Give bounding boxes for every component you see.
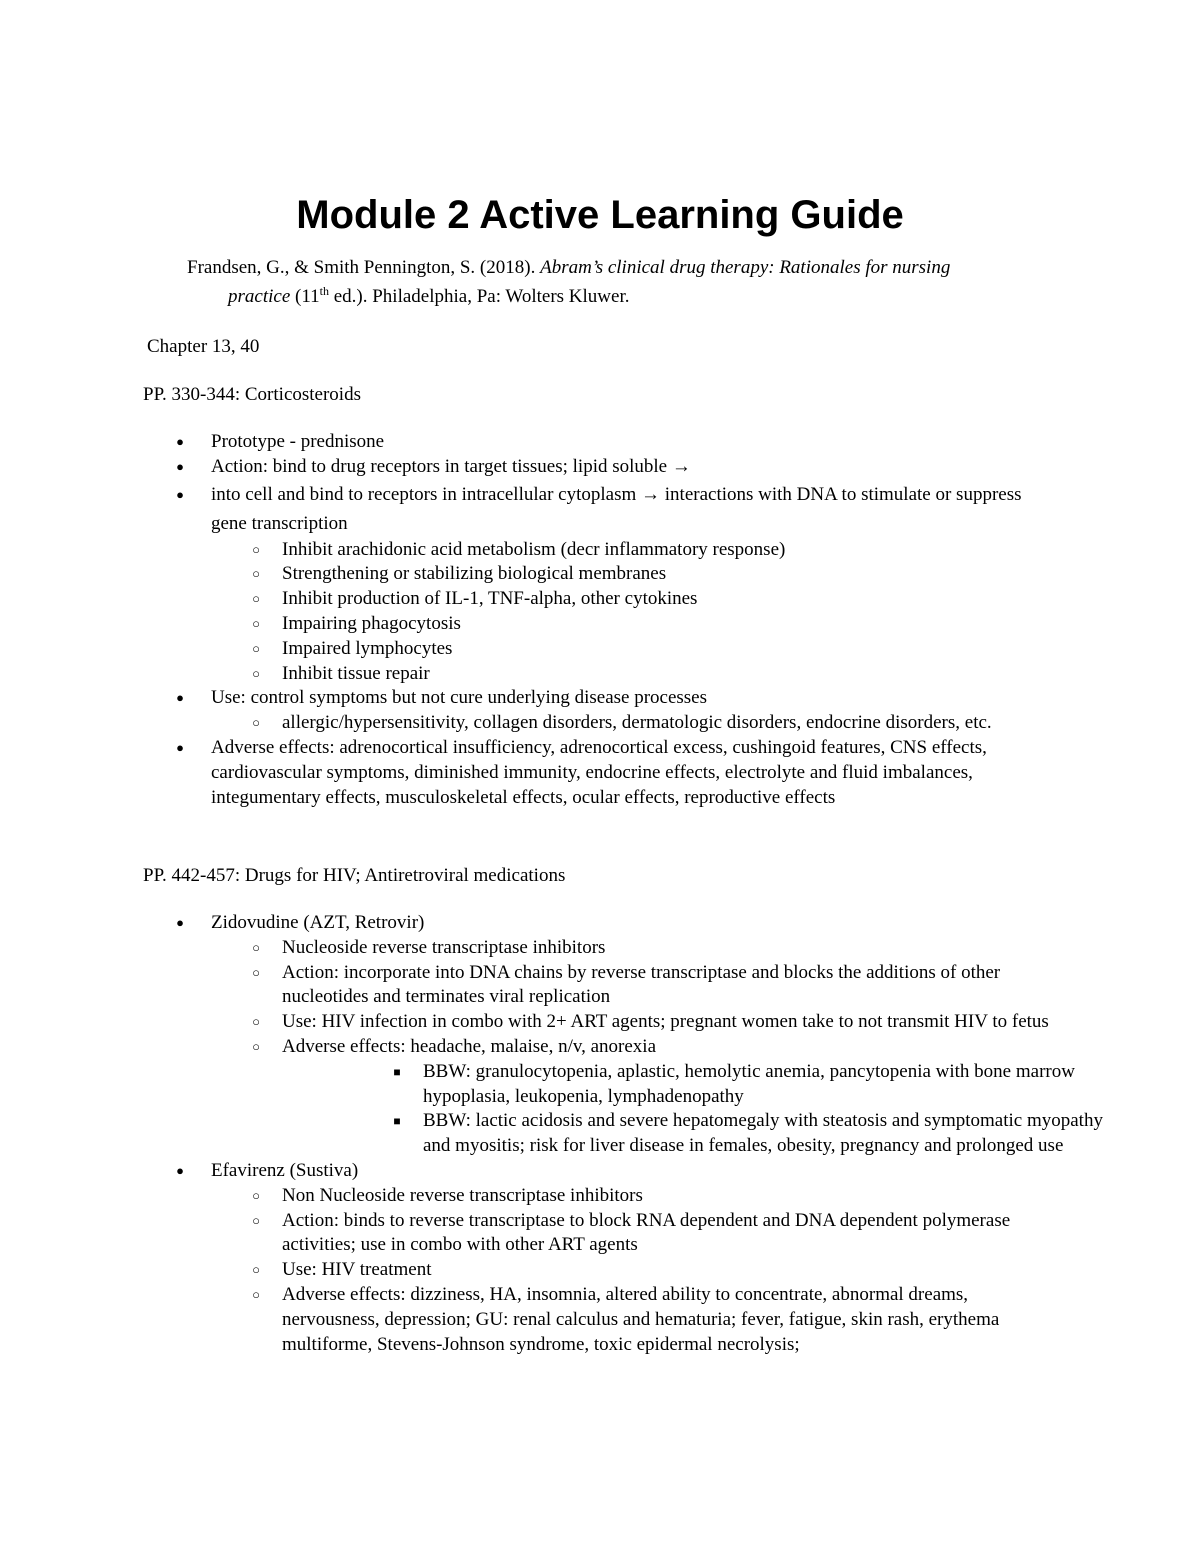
list-item xyxy=(0,1283,1062,1357)
citation-edition-sup: th xyxy=(319,284,329,298)
list-item xyxy=(0,736,1061,810)
list-item xyxy=(0,1035,1103,1159)
sub-list xyxy=(211,1184,1061,1358)
list-item-text: allergic/hypersensitivity, collagen disorders, dermatologic disorders, endocrine disorders, etc. xyxy=(282,712,992,734)
citation-authors: Frandsen, G., & Smith Pennington, S. (2018). xyxy=(187,257,541,278)
list-item xyxy=(0,538,1062,563)
bullet-square-icon: ■ xyxy=(393,1064,401,1079)
bullet-circle-icon: ○ xyxy=(252,615,260,631)
section-heading-corticosteroids: PP. 330-344: Corticosteroids xyxy=(143,384,361,405)
bullet-disc-icon: ● xyxy=(176,915,184,930)
bullet-circle-icon: ○ xyxy=(252,1262,260,1278)
bullet-square-icon: ■ xyxy=(393,1114,401,1129)
sub-sub-list xyxy=(282,1060,1103,1159)
bullet-circle-icon: ○ xyxy=(252,1014,260,1030)
chapter-reference: Chapter 13, 40 xyxy=(147,336,260,357)
bullet-circle-icon: ○ xyxy=(252,1212,260,1228)
list-item xyxy=(0,1184,1062,1209)
bullet-circle-icon: ○ xyxy=(252,566,260,582)
citation-book-title-cont: practice xyxy=(228,286,291,307)
bullet-circle-icon: ○ xyxy=(252,591,260,607)
citation-publisher: ed.). Philadelphia, Pa: Wolters Kluwer. xyxy=(328,286,630,307)
list-item-text: into cell and bind to receptors in intracellular cytoplasm → interactions with DNA to stimulate or suppress gene transcription xyxy=(211,483,1022,534)
list-item xyxy=(0,1010,1062,1035)
list-item xyxy=(0,1159,1061,1357)
bullet-circle-icon: ○ xyxy=(252,964,260,980)
list-item-text: Action: bind to drug receptors in target tissues; lipid soluble → xyxy=(211,455,691,477)
list-item-text: Efavirenz (Sustiva) xyxy=(211,1159,359,1181)
bullet-disc-icon: ● xyxy=(176,486,184,502)
list-item-text: BBW: lactic acidosis and severe hepatomegaly with steatosis and symptomatic myopathy and myositis; risk for liver disease in females, obesity, pregnancy and prolonged use xyxy=(423,1110,1103,1157)
list-item xyxy=(0,430,1061,455)
list-item-text: Inhibit tissue repair xyxy=(282,662,430,684)
list-item xyxy=(0,612,1062,637)
sub-list xyxy=(211,711,1061,736)
list-item xyxy=(0,455,1061,480)
list-item-text: Non Nucleoside reverse transcriptase inhibitors xyxy=(282,1184,643,1206)
bullet-disc-icon: ● xyxy=(176,434,184,449)
bullet-disc-icon: ● xyxy=(176,1162,184,1178)
citation-edition-pre: (11 xyxy=(290,286,320,307)
citation-line-1 xyxy=(187,253,1067,282)
list-item-text: BBW: granulocytopenia, aplastic, hemolytic anemia, pancytopenia with bone marrow hypoplasia, leukopenia, lymphadenopathy xyxy=(423,1060,1075,1107)
citation-book-title: Abram’s clinical drug therapy: Rationales for nursing xyxy=(540,257,951,278)
bullet-circle-icon: ○ xyxy=(252,1187,260,1203)
list-item-text: Adverse effects: adrenocortical insufficiency, adrenocortical excess, cushingoid features, CNS effects, cardiovascular symptoms, diminished immunity, endocrine effects, electrolyte and fluid imbalances, integumentary effects, musculoskeletal effects, ocular effects, reproductive effects xyxy=(211,736,987,808)
list-item-text: Use: control symptoms but not cure underlying disease processes xyxy=(211,687,708,709)
bullet-circle-icon: ○ xyxy=(252,939,260,955)
section-heading-hiv-drugs: PP. 442-457: Drugs for HIV; Antiretroviral medications xyxy=(143,865,566,886)
list-item xyxy=(71,1060,1133,1110)
bullet-circle-icon: ○ xyxy=(252,715,260,731)
list-item-text: Use: HIV infection in combo with 2+ ART agents; pregnant women take to not transmit HIV to fetus xyxy=(282,1011,1049,1033)
list-item-text: Inhibit production of IL-1, TNF-alpha, other cytokines xyxy=(282,588,698,610)
list-item xyxy=(0,936,1062,961)
bullet-circle-icon: ○ xyxy=(252,541,260,557)
list-item-text: Prototype - prednisone xyxy=(211,431,385,452)
list-item-text: Action: binds to reverse transcriptase to block RNA dependent and DNA dependent polymerase activities; use in combo with other ART agents xyxy=(282,1209,1011,1256)
list-item-text: Strengthening or stabilizing biological membranes xyxy=(282,563,667,585)
list-item-text: Adverse effects: headache, malaise, n/v, anorexia xyxy=(282,1035,657,1057)
citation-line-2 xyxy=(187,282,1067,311)
list-item-text: Nucleoside reverse transcriptase inhibitors xyxy=(282,936,606,958)
list-item-text: Inhibit arachidonic acid metabolism (decr inflammatory response) xyxy=(282,538,786,560)
bullet-disc-icon: ● xyxy=(176,458,184,474)
list-item xyxy=(71,1109,1133,1159)
bullet-disc-icon: ● xyxy=(176,739,184,755)
list-item xyxy=(0,587,1062,612)
list-item xyxy=(0,961,1062,1011)
section-list-corticosteroids xyxy=(0,430,1100,810)
list-item xyxy=(0,711,1062,736)
bullet-circle-icon: ○ xyxy=(252,1038,260,1054)
list-item-text: Impaired lymphocytes xyxy=(282,637,453,659)
list-item xyxy=(0,562,1062,587)
sub-list xyxy=(211,936,1103,1159)
section-list-hiv-drugs xyxy=(0,911,1103,1357)
list-item-text: Impairing phagocytosis xyxy=(282,612,461,634)
bullet-circle-icon: ○ xyxy=(252,1286,260,1302)
list-item xyxy=(0,480,1061,687)
list-item-text: Use: HIV treatment xyxy=(282,1259,432,1281)
list-item xyxy=(0,637,1062,662)
bullet-disc-icon: ● xyxy=(176,690,184,706)
bullet-circle-icon: ○ xyxy=(252,665,260,681)
list-item-text: Zidovudine (AZT, Retrovir) xyxy=(211,912,425,933)
list-item xyxy=(0,662,1062,687)
bullet-circle-icon: ○ xyxy=(252,640,260,656)
list-item-text: Adverse effects: dizziness, HA, insomnia, altered ability to concentrate, abnormal dreams, nervousness, depression; GU: renal calculus and hematuria; fever, fatigue, skin rash, erythema multiforme, Stevens-Johnson syndrome, toxic epidermal necrolysis; xyxy=(282,1283,1000,1355)
list-item xyxy=(0,1258,1062,1283)
page-title: Module 2 Active Learning Guide xyxy=(296,193,904,237)
list-item xyxy=(0,1209,1062,1259)
citation xyxy=(187,253,1067,311)
list-item-text: Action: incorporate into DNA chains by reverse transcriptase and blocks the additions of other nucleotides and terminates viral replication xyxy=(282,961,1001,1008)
sub-list xyxy=(211,538,1061,687)
list-item xyxy=(0,686,1061,736)
list-item xyxy=(0,911,1103,1159)
